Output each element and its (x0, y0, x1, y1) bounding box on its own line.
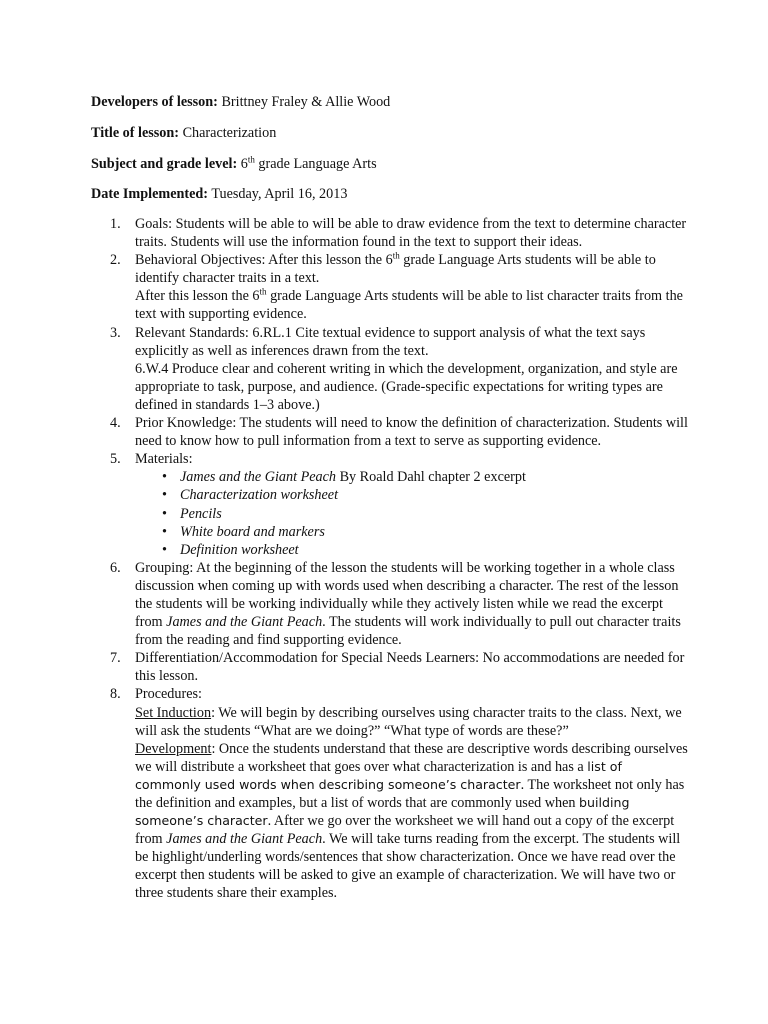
bullet-icon: • (162, 523, 167, 540)
objective-2 (135, 287, 690, 323)
materials-label: Materials: (135, 451, 193, 468)
material-bullet (135, 468, 690, 486)
development-text-sans-2: building someone’s character (135, 795, 630, 829)
grouping-text (135, 559, 690, 649)
objective-1 (135, 251, 690, 287)
material-5: Definition worksheet (180, 541, 299, 558)
grouping-item (110, 559, 690, 649)
item-number: 4. (110, 415, 121, 432)
objective-1-sup: th (392, 250, 400, 261)
prior-knowledge-item (110, 414, 690, 450)
development-text-a: : Once the students understand that these are descriptive words describing ourselves we will distribute a worksheet that goes over what characterization is and has a (135, 740, 688, 775)
objective-2-sup: th (259, 286, 267, 297)
bullet-icon: • (162, 505, 167, 522)
procedures-label: Procedures: (135, 686, 202, 703)
standard-rl1: Relevant Standards: 6.RL.1 Cite textual evidence to support analysis of what the text says explicitly as well as inferences drawn from the text. (135, 324, 646, 359)
goals-text: Goals: Students will be able to will be able to draw evidence from the text to determine character traits. Students will use the information found in the text to support their ideas. (135, 216, 687, 251)
bullet-icon: • (162, 541, 167, 558)
developers-line (91, 93, 390, 111)
objective-2-text-b: grade Language Arts students will be able to list character traits from the text with supporting evidence. (135, 288, 683, 323)
set-induction (135, 704, 690, 740)
item-number: 6. (110, 559, 121, 576)
development (135, 740, 690, 903)
item-number: 3. (110, 324, 121, 341)
procedures-item (110, 685, 690, 902)
development-text-sans-1: list of commonly used words when describing someone’s character (135, 758, 622, 792)
date-line (91, 185, 347, 203)
objective-1-text-a: Behavioral Objectives: After this lesson the 6 (135, 252, 393, 269)
subject-label: Subject and grade level: (91, 156, 238, 172)
set-induction-text: : We will begin by describing ourselves using character traits to the class. Next, we will ask the students (135, 704, 682, 739)
bullet-icon: • (162, 487, 167, 504)
item-number: 7. (110, 650, 121, 667)
developers-label: Developers of lesson: (91, 94, 218, 110)
objective-2-text-a: After this lesson the 6 (135, 288, 260, 305)
material-1-rest: By Roald Dahl chapter 2 excerpt (336, 469, 526, 486)
set-induction-label: Set Induction (135, 704, 212, 721)
differentiation-text: Differentiation/Accommodation for Special Needs Learners: No accommodations are needed for this lesson. (135, 650, 685, 685)
development-label: Development (135, 740, 212, 757)
date-value: Tuesday, April 16, 2013 (211, 186, 348, 202)
item-number: 8. (110, 686, 121, 703)
differentiation-item (110, 649, 690, 685)
grouping-text-a: Grouping: At the beginning of the lesson the students will be working together in a whole class discussion when coming up with words used when describing a character. The rest of the lesson the students will be working individually while they actively listen while we read the excerpt from (135, 559, 679, 631)
set-induction-questions: “What are we doing?” “What type of words are these?” (254, 722, 569, 739)
material-bullet (135, 541, 690, 559)
item-number: 5. (110, 451, 121, 468)
subject-value: grade Language Arts (258, 156, 377, 172)
lesson-sections (110, 215, 690, 903)
book-title: James and the Giant Peach (166, 831, 323, 848)
development-text-b: . The worksheet not only has the definition and examples, but a list of words that are commonly used when (135, 776, 685, 811)
developers-value: Brittney Fraley & Allie Wood (221, 94, 391, 110)
item-number: 2. (110, 252, 121, 269)
material-bullet (135, 523, 690, 541)
materials-item (110, 450, 690, 559)
objectives-item (110, 251, 690, 323)
grouping-text-b: . The students will work individually to pull out character traits from the reading and find supporting evidence. (135, 614, 681, 649)
title-label: Title of lesson: (91, 125, 180, 141)
title-line (91, 124, 276, 142)
material-2: Characterization worksheet (180, 487, 339, 504)
item-number: 1. (110, 216, 121, 232)
book-title: James and the Giant Peach (180, 469, 337, 486)
material-4: White board and markers (180, 523, 325, 540)
objective-1-text-b: grade Language Arts students will be able to identify character traits in a text. (135, 252, 656, 287)
material-bullet (135, 486, 690, 504)
grade-suffix: th (247, 154, 255, 165)
development-text-d: . We will take turns reading from the excerpt. The students will be highlight/underling words/sentences that show characterization. Once we have read over the excerpt then students will be asked to give an example of characterization. We will have two or three students share their examples. (135, 831, 681, 902)
date-label: Date Implemented: (91, 186, 209, 202)
grade-number: 6 (240, 156, 248, 172)
material-bullet (135, 505, 690, 523)
subject-line (91, 155, 377, 173)
standard-w4: 6.W.4 Produce clear and coherent writing in which the development, organization, and style are appropriate to task, purpose, and audience. (Grade-specific expectations for writing types are defined in standards 1–3 above.) (135, 360, 678, 413)
bullet-icon: • (162, 469, 167, 486)
book-title: James and the Giant Peach (166, 614, 323, 631)
material-3: Pencils (180, 505, 222, 522)
development-text-c: . After we go over the worksheet we will hand out a copy of the excerpt from (135, 813, 675, 848)
prior-knowledge-text: Prior Knowledge: The students will need to know the definition of characterization. Students will need to know how to pull information from a text to serve as supporting evidence. (135, 415, 688, 450)
title-value: Characterization (182, 125, 277, 141)
goals-item (110, 215, 690, 251)
standards-item (110, 324, 690, 414)
